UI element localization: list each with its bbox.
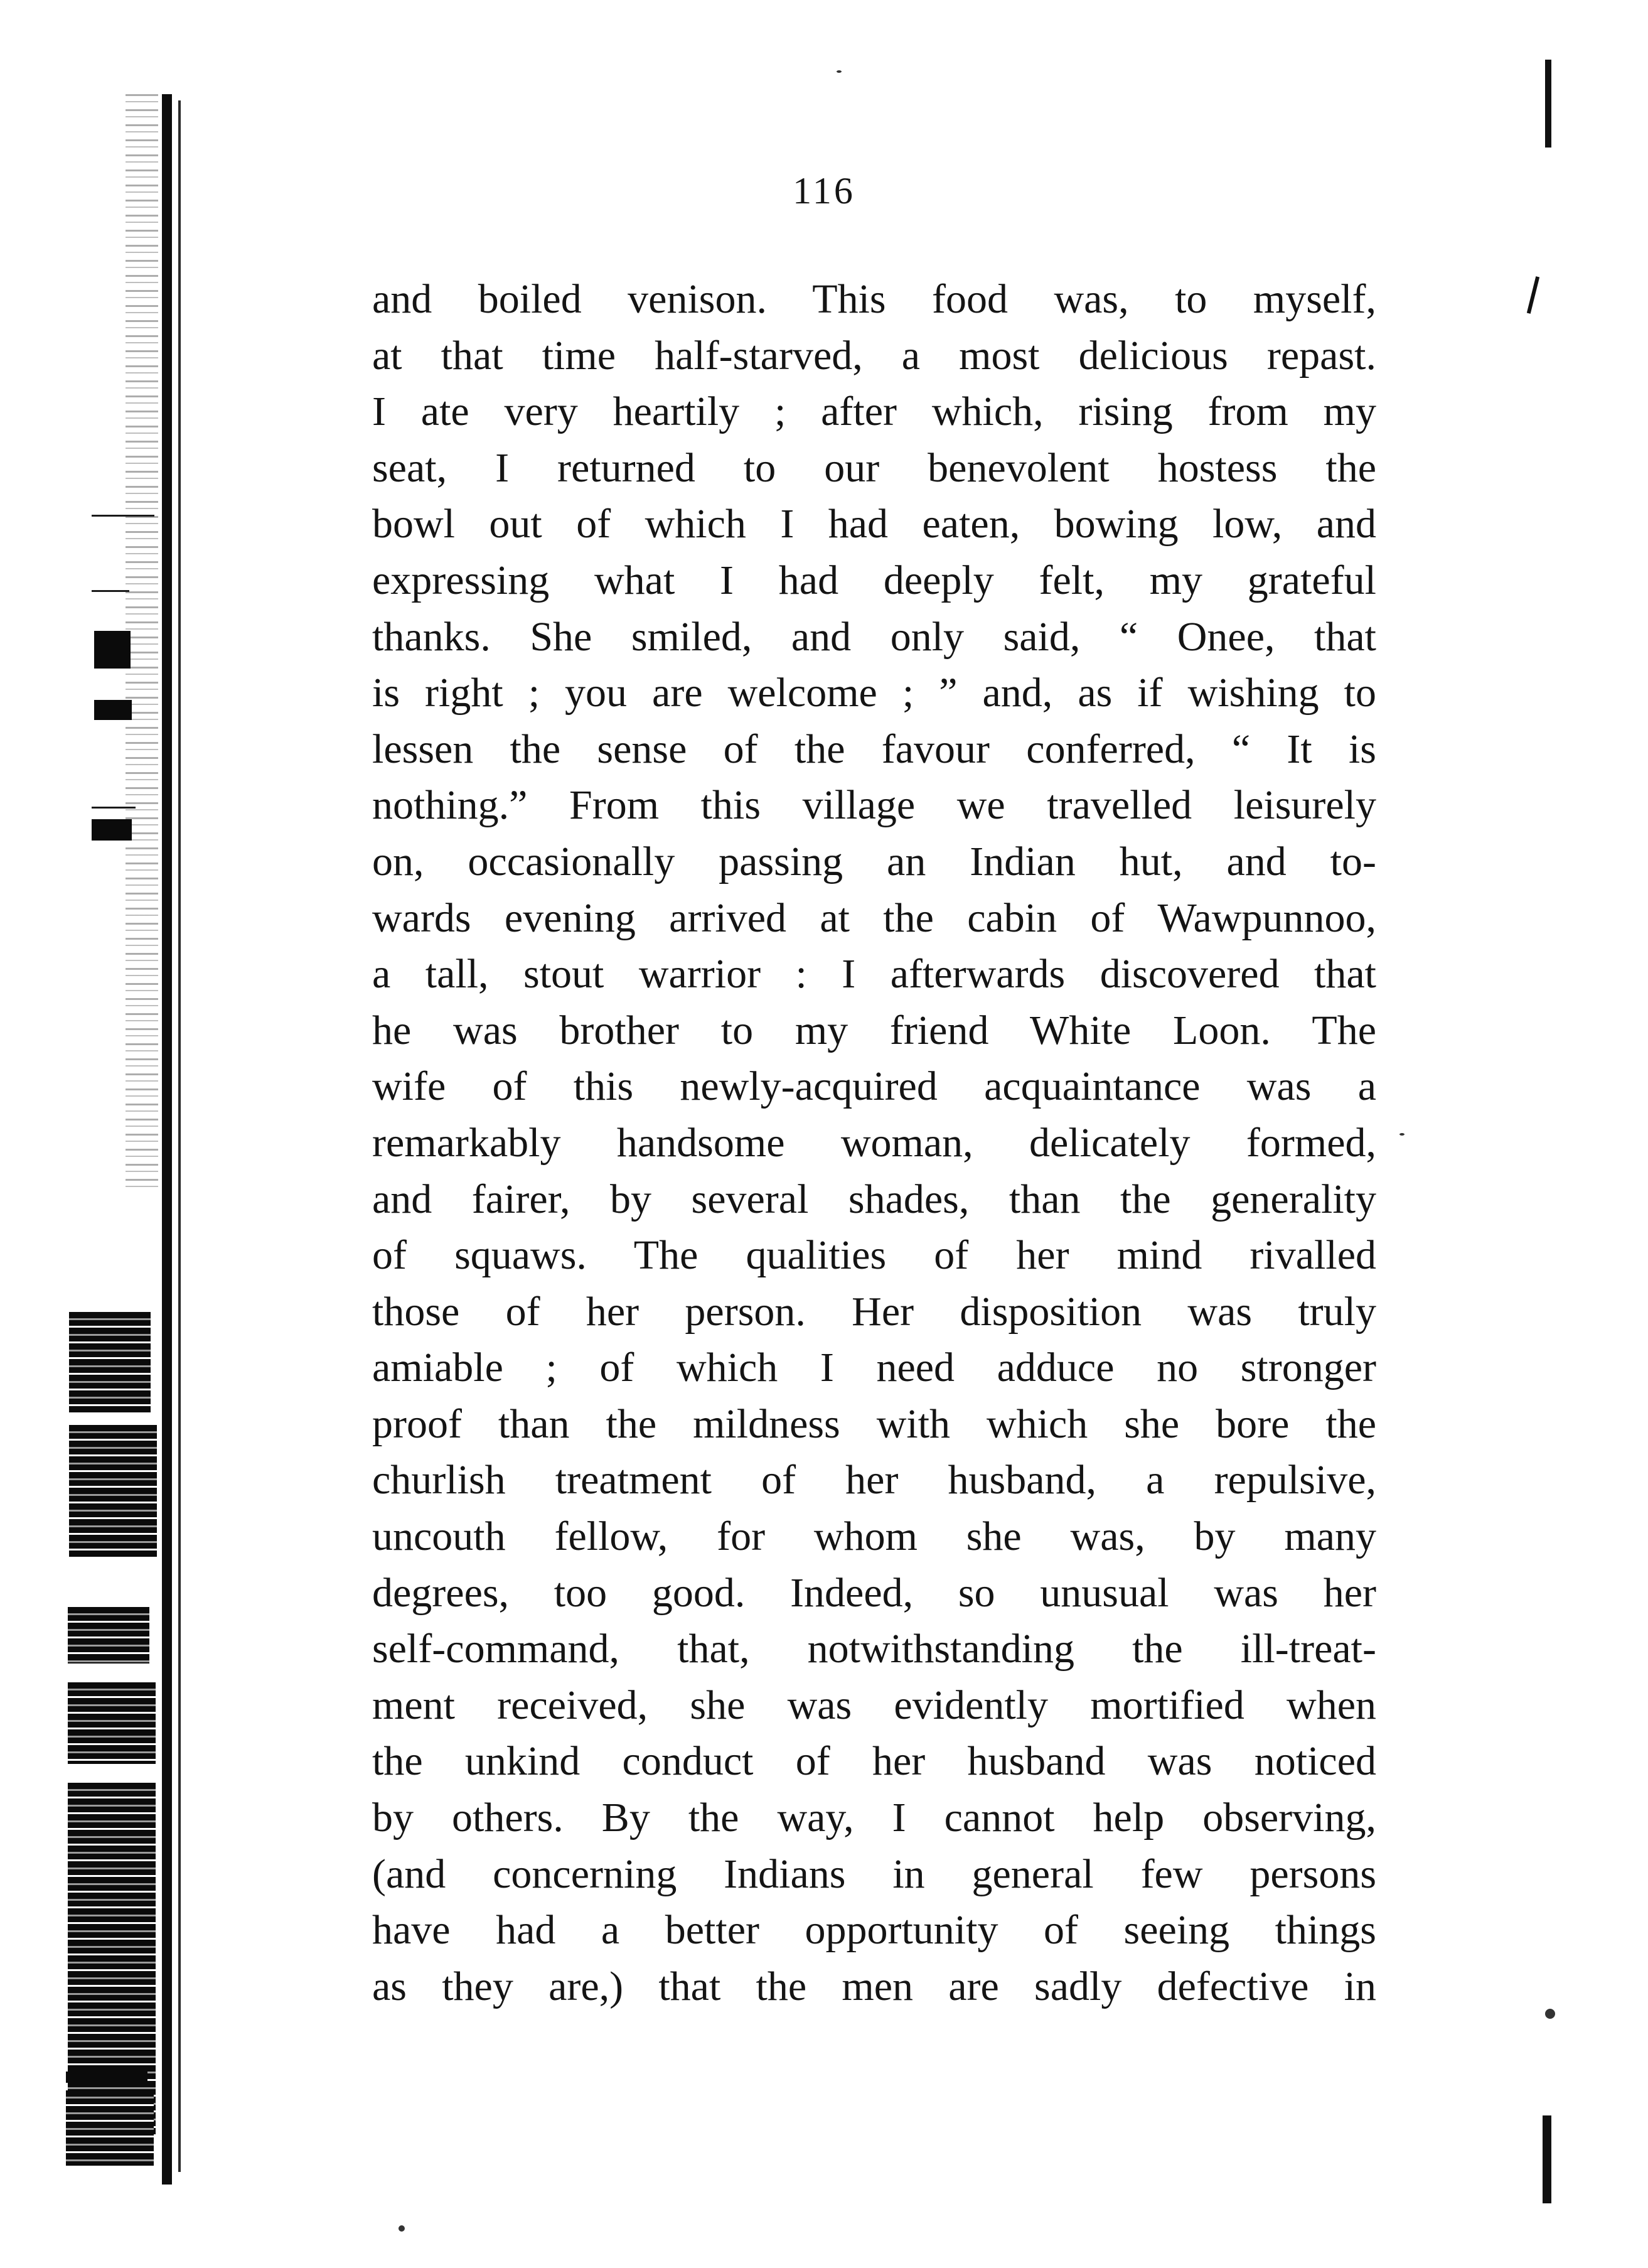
text-line: thanks. She smiled, and only said, “ Onee, that: [372, 613, 1376, 660]
scan-mark: [94, 700, 132, 720]
binding-edge: [162, 94, 172, 2185]
scan-mark: [92, 590, 129, 592]
text-line: of squaws. The qualities of her mind rivalled: [372, 1232, 1376, 1279]
text-line: nothing.” From this village we travelled leisurely: [372, 782, 1376, 829]
text-line: wards evening arrived at the cabin of Wawpunnoo,: [372, 895, 1376, 941]
text-line: and fairer, by several shades, than the generality: [372, 1176, 1376, 1222]
body-text: [372, 271, 1376, 2014]
scan-mark: [66, 2072, 147, 2083]
scan-mark: [69, 1312, 151, 1412]
text-line: is right ; you are welcome ; ” and, as if wishing to: [372, 670, 1376, 716]
text-line: remarkably handsome woman, delicately formed,: [372, 1119, 1376, 1166]
scan-mark: [94, 631, 131, 669]
text-line: and boiled venison. This food was, to myself,: [372, 276, 1376, 322]
text-line: (and concerning Indians in general few persons: [372, 1851, 1376, 1897]
text-line: have had a better opportunity of seeing things: [372, 1907, 1376, 1954]
scan-speck: [837, 70, 842, 73]
text-line: self-command, that, notwithstanding the ill-treat-: [372, 1626, 1376, 1672]
scan-speck: [399, 2225, 405, 2232]
text-line: ment received, she was evidently mortified when: [372, 1682, 1376, 1728]
scan-mark: [92, 819, 132, 841]
text-line: as they are,) that the men are sadly defective in: [372, 1963, 1376, 2009]
scan-speck: [1399, 1133, 1405, 1136]
text-line: churlish treatment of her husband, a repulsive,: [372, 1457, 1376, 1503]
text-line: he was brother to my friend White Loon. The: [372, 1007, 1376, 1053]
scan-mark: [1543, 2115, 1551, 2203]
scan-speck: [1545, 2009, 1555, 2019]
text-line: amiable ; of which I need adduce no stronger: [372, 1345, 1376, 1391]
text-line: proof than the mildness with which she bore the: [372, 1400, 1376, 1447]
binding-edge-inner: [178, 100, 181, 2172]
text-line: I ate very heartily ; after which, rising from my: [372, 389, 1376, 435]
text-line: lessen the sense of the favour conferred, “ It is: [372, 726, 1376, 772]
page-number: 116: [793, 170, 855, 212]
scan-mark: [66, 2090, 154, 2166]
text-line: uncouth fellow, for whom she was, by many: [372, 1513, 1376, 1560]
scan-mark: [68, 1607, 149, 1663]
text-line: those of her person. Her disposition was truly: [372, 1288, 1376, 1335]
text-line: seat, I returned to our benevolent hostess the: [372, 444, 1376, 491]
text-line: a tall, stout warrior : I afterwards discovered that: [372, 951, 1376, 997]
scan-mark: [92, 807, 136, 809]
scan-mark: [68, 1682, 156, 1764]
scan-mark: [92, 515, 154, 517]
text-line: bowl out of which I had eaten, bowing low, and: [372, 501, 1376, 547]
text-line: on, occasionally passing an Indian hut, and to-: [372, 838, 1376, 884]
scan-mark: [69, 1425, 157, 1557]
text-line: wife of this newly-acquired acquaintance was a: [372, 1063, 1376, 1110]
text-line: the unkind conduct of her husband was noticed: [372, 1738, 1376, 1785]
text-line: at that time half-starved, a most delicious repast.: [372, 332, 1376, 379]
text-line: expressing what I had deeply felt, my grateful: [372, 557, 1376, 603]
scan-mark: [1527, 276, 1539, 314]
text-line: by others. By the way, I cannot help observing,: [372, 1795, 1376, 1841]
scan-mark: [1545, 60, 1551, 148]
text-line: degrees, too good. Indeed, so unusual was her: [372, 1569, 1376, 1616]
